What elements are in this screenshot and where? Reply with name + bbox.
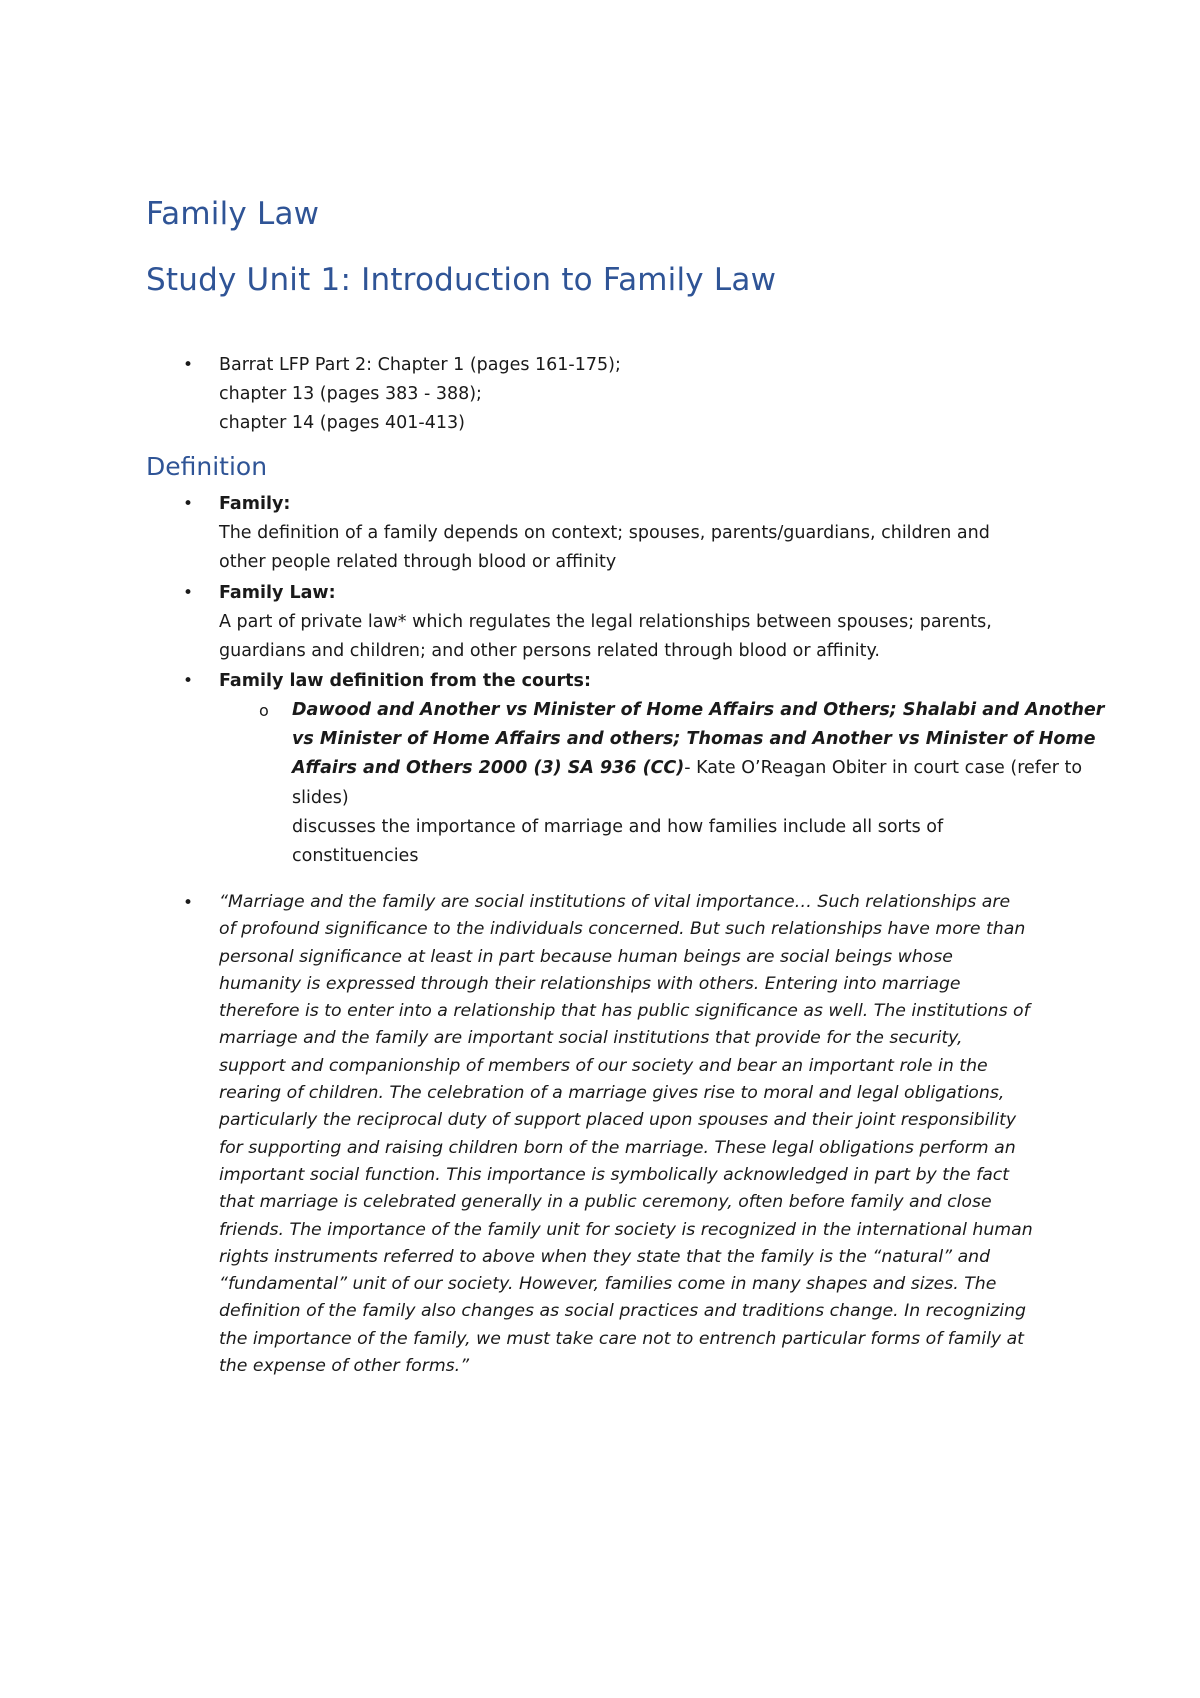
quote-line: support and companionship of members of our society and bear an important role in the [219,1055,988,1076]
quote-line: that marriage is celebrated generally in a public ceremony, often before family and close [219,1192,992,1213]
courts-label-block [219,667,1069,696]
family-label: Family: [219,494,291,514]
quote-line: of profound significance to the individuals concerned. But such relationships have more than [219,919,1026,940]
quote-line: the expense of other forms.” [219,1356,470,1377]
case-sub-bullet: o [259,701,269,720]
court-case-citation [292,696,1105,871]
case-citation-bold: Affairs and Others 2000 (3) SA 936 (CC) [292,758,685,779]
quote-line: humanity is expressed through their relationships with others. Entering into marriage [219,973,961,994]
case-line: Dawood and Another vs Minister of Home Affairs and Others; Shalabi and Another [292,700,1105,720]
family-law-label: Family Law: [219,583,336,603]
study-unit-heading: Study Unit 1: Introduction to Family Law [146,262,777,298]
quote-line: “Marriage and the family are social institutions of vital importance… Such relationships are [219,892,1011,912]
quote-line: definition of the family also changes as social practices and traditions change. In recognizing [219,1301,1027,1322]
quote-line: rights instruments referred to above when they state that the family is the “natural” and [219,1246,991,1267]
reading-line: chapter 14 (pages 401-413) [219,413,465,433]
case-tail-line: constituencies [292,846,419,867]
family-law-text-line: A part of private law* which regulates the legal relationships between spouses; parents, [219,612,992,632]
quote-line: “fundamental” unit of our society. However, families come in many shapes and sizes. The [219,1274,997,1295]
family-text-line: other people related through blood or affinity [219,552,617,572]
quote-bullet: • [183,893,194,913]
definition-heading: Definition [146,452,268,481]
readings-list [219,351,1069,438]
reading-line: chapter 13 (pages 383 - 388); [219,384,482,404]
quote-line: rearing of children. The celebration of a marriage gives rise to moral and legal obligations, [219,1083,1005,1104]
reading-line: Barrat LFP Part 2: Chapter 1 (pages 161-175); [219,355,621,375]
family-definition [219,490,1069,577]
quote-line: important social function. This importance is symbolically acknowledged in part by the fact [219,1164,1010,1185]
case-tail-line: discusses the importance of marriage and how families include all sorts of [292,816,944,837]
quote-line: particularly the reciprocal duty of support placed upon spouses and their joint responsibility [219,1110,1017,1131]
obiter-quote [219,889,1069,1380]
case-line [292,754,1083,783]
quote-line: for supporting and raising children born of the marriage. These legal obligations perform an [219,1137,1016,1158]
family-text-line: The definition of a family depends on context; spouses, parents/guardians, children and [219,523,990,543]
quote-line: personal significance at least in part because human beings are social beings whose [219,946,953,967]
family-law-definition [219,579,1069,666]
case-tail-line: slides) [292,787,349,808]
family-bullet: • [183,494,194,514]
quote-line: the importance of the family, we must take care not to entrench particular forms of family at [219,1328,1024,1349]
case-line: vs Minister of Home Affairs and others; Thomas and Another vs Minister of Home [292,729,1096,750]
family-law-bullet: • [183,583,194,603]
quote-line: friends. The importance of the family unit for society is recognized in the international human [219,1219,1033,1240]
document-title: Family Law [146,196,320,232]
family-law-text-line: guardians and children; and other persons related through blood or affinity. [219,641,880,661]
courts-bullet: • [183,671,194,691]
quote-line: marriage and the family are important social institutions that provide for the security, [219,1028,963,1049]
quote-line: therefore is to enter into a relationship that has public significance as well. The institutions of [219,1001,1030,1022]
readings-bullet: • [183,355,194,375]
case-citation-rest: - Kate O’Reagan Obiter in court case (refer to [684,758,1083,779]
courts-label: Family law definition from the courts: [219,671,591,691]
